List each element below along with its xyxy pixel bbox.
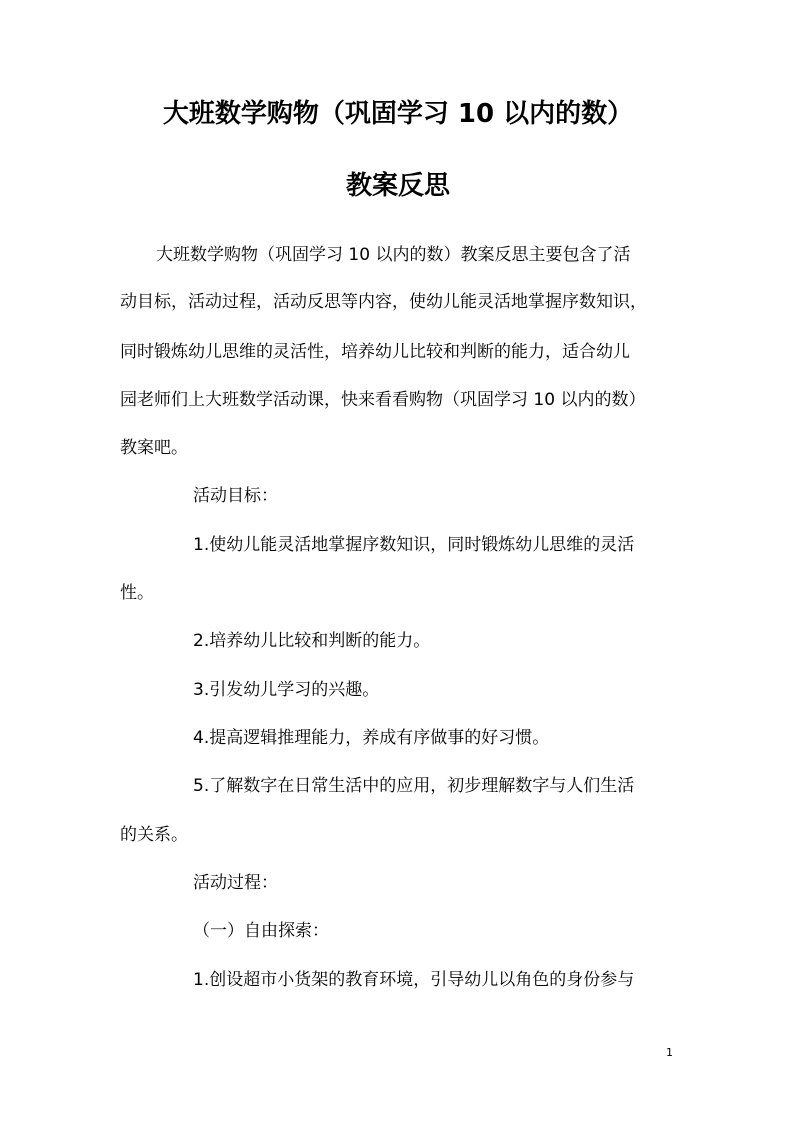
process-heading: 活动过程：	[193, 873, 278, 893]
process-step-1: 1.创设超市小货架的教育环境，引导幼儿以角色的身份参与	[193, 970, 635, 990]
goal-5-line-1: 5.了解数字在日常生活中的应用，初步理解数字与人们生活	[193, 776, 635, 796]
document-title-line-2: 教案反思	[345, 171, 450, 201]
intro-line-4: 园老师们上大班数学活动课，快来看看购物（巩固学习 10 以内的数）	[120, 390, 646, 410]
goal-2: 2.培养幼儿比较和判断的能力。	[193, 631, 431, 651]
intro-line-2: 动目标，活动过程，活动反思等内容，使幼儿能灵活地掌握序数知识，	[120, 292, 647, 312]
intro-line-3: 同时锻炼幼儿思维的灵活性，培养幼儿比较和判断的能力，适合幼儿	[120, 342, 630, 362]
goal-4: 4.提高逻辑推理能力，养成有序做事的好习惯。	[193, 728, 550, 748]
goal-3: 3.引发幼儿学习的兴趣。	[193, 680, 380, 700]
goal-1-line-1: 1.使幼儿能灵活地掌握序数知识，同时锻炼幼儿思维的灵活	[193, 535, 635, 555]
intro-line-5: 教案吧。	[120, 438, 188, 458]
goal-5-line-2: 的关系。	[120, 825, 188, 845]
section-1-heading: （一）自由探索：	[193, 921, 329, 941]
page-number: 1	[666, 1046, 673, 1059]
goal-1-line-2: 性。	[120, 583, 154, 603]
goals-heading: 活动目标：	[193, 486, 278, 506]
document-title-line-1: 大班数学购物（巩固学习 10 以内的数）	[162, 99, 634, 129]
intro-line-1: 大班数学购物（巩固学习 10 以内的数）教案反思主要包含了活	[156, 245, 631, 265]
